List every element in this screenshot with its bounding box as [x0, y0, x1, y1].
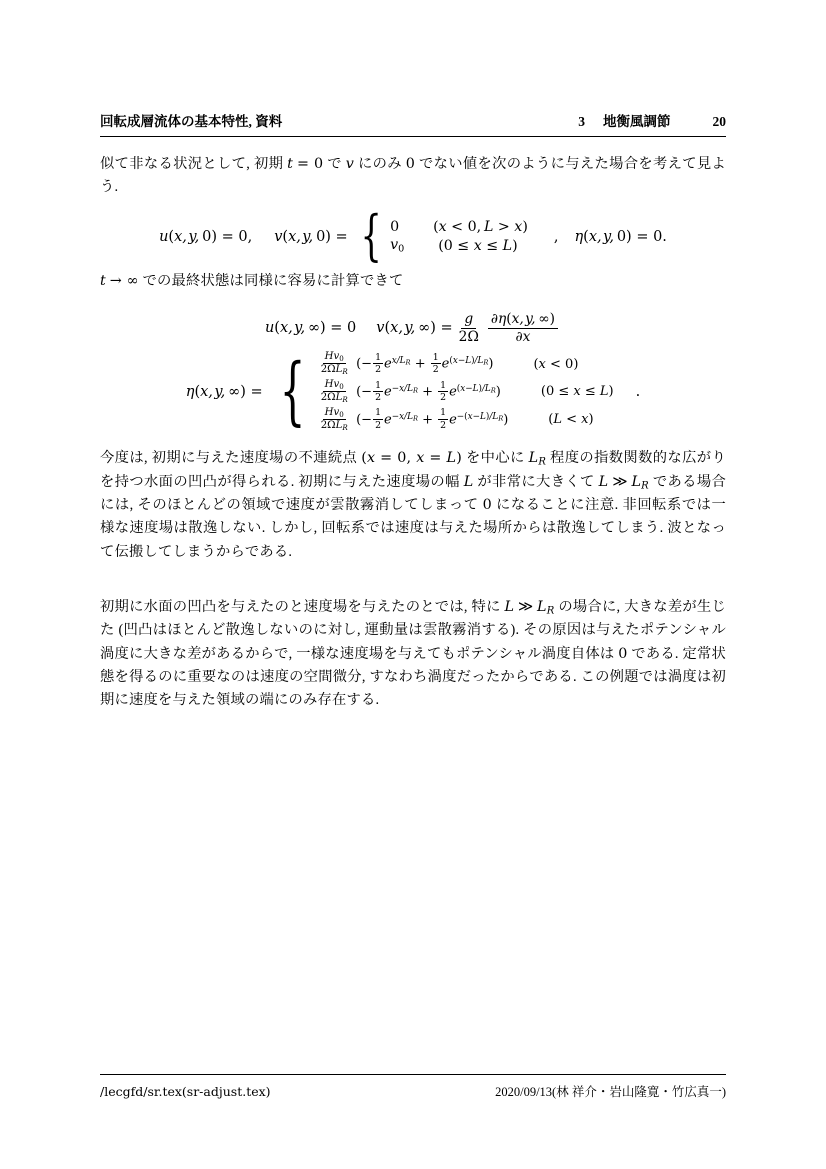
header-document-title: 回転成層流体の基本特性, 資料	[100, 114, 283, 129]
equation-2: u ( x, y, ∞) = 0 v ( x, y, ∞) = $\frac{g}{2\Omega}$ $\frac{\partial\eta(x, y, \infty)}{\partial x}$ η ( x, y, ∞) = { $\frac{Hv_0}{2\Omega L_R}$ (− $\frac{1}{2}$ $e^{x/LR}$ + $\frac{1}{2}$ $e^{(x-L)/LR}$) (x < 0) $\frac{Hv_0}{2\Omega L_R}$ (− $\frac{1}{2}$ $e^{-x/LR}$ + $\frac{1}{2}$ $e^{(x-L)/LR}$) (0 ≤ x ≤ L) $\frac{Hv_0}{2\Omega L_R}$ (− $\frac{1}{2}$ $e^{-x/LR}$ + $\frac{1}{2}$ $e^{-(x-L)/LR}$) (L < x) .	[185, 311, 641, 435]
footer-date-authors: 2020/09/13(林 祥介・岩山隆寛・竹広真一)	[495, 1085, 726, 1099]
equation-1: u ( x, y, 0) = 0, v ( x, y, 0) = { 0 (x < 0, L > x) $v_0$ (0 ≤ x ≤ L) , η ( x, y, 0) = 0.	[159, 204, 667, 268]
paragraph-1: 似て非なる状況として, 初期 t = 0 で v にのみ 0 でない値を次のように与えた場合を考えて見よう.	[100, 156, 726, 196]
header-section-info	[578, 110, 726, 130]
running-header	[100, 110, 726, 137]
page-footer	[100, 1074, 726, 1100]
header-section-number: 3	[578, 114, 585, 129]
header-page-number: 20	[712, 114, 726, 129]
paragraph-2: t → ∞ での最終状態は同様に容易に計算できて	[100, 273, 404, 290]
page-content	[100, 110, 726, 712]
paragraph-3: 今度は, 初期に与えた速度場の不連続点 (x = 0, x = L) を中心に LR 程度の指数関数的な広がりを持つ水面の凹凸が得られる. 初期に与えた速度場の幅 L が非常に大きくて L ≫ LR である場合には, そのほとんどの領域で速度が雲散霧消してしまって 0 になることに注意. 非回転系では一様な速度場は散逸しない. しかし, 回転系では速度は与えた場所からは散逸してしまう. 波となって伝搬してしまうからである.	[100, 449, 727, 560]
footer-source-path: /lecgfd/sr.tex(sr-adjust.tex)	[100, 1084, 271, 1099]
paragraph-4: 初期に水面の凹凸を与えたのと速度場を与えたのとでは, 特に L ≫ LR の場合に, 大きな差が生じた (凹凸はほとんど散逸しないのに対し, 運動量は雲散霧消する). その原因は与えたポテンシャル渦度に大きな差があるからで, 一様な速度場を与えてもポテンシャル渦度自体は 0 である. 定常状態を得るのに重要なのは速度の空間微分, すなわち渦度だったからである. この例題では渦度は初期に速度を与えた領域の端にのみ存在する.	[100, 598, 726, 708]
header-section-title: 地衡風調節	[603, 114, 671, 129]
